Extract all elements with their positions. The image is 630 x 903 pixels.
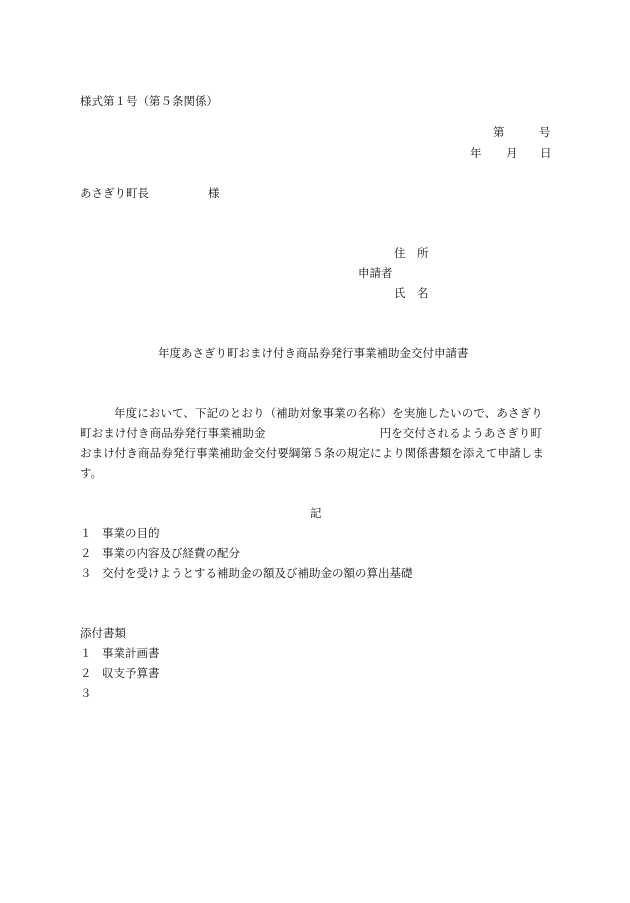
ki-heading: 記 — [310, 506, 322, 520]
list-item: ２ 事業の内容及び経費の配分 — [80, 546, 240, 560]
body-part2: 円を交付されるようあさぎり町おまけ付き商品券発行事業補助金交付要綱第５条の規定により関係書類を添えて申請します。 — [80, 426, 544, 480]
attachments-label: 添付書類 — [80, 626, 126, 640]
addressee-name: あさぎり町長 — [80, 186, 149, 200]
doc-number-dai: 第 — [493, 125, 505, 139]
attachment-item: １ 事業計画書 — [80, 646, 160, 660]
attachment-item: ３ — [80, 686, 92, 700]
date-year: 年 — [470, 146, 482, 160]
addressee-honorific: 様 — [208, 186, 220, 200]
list-item: １ 事業の目的 — [80, 526, 160, 540]
form-label: 様式第１号（第５条関係） — [80, 94, 218, 108]
list-item: ３ 交付を受けようとする補助金の額及び補助金の額の算出基礎 — [80, 566, 413, 580]
doc-number-go: 号 — [539, 125, 551, 139]
date-day: 日 — [540, 146, 552, 160]
body-paragraph — [80, 403, 546, 483]
date-month: 月 — [506, 146, 518, 160]
applicant-address-label: 住 所 — [394, 246, 429, 260]
attachment-item: ２ 収支予算書 — [80, 666, 160, 680]
body-part1: 年度において、下記のとおり（補助対象事業の名称）を実施したいので、あさぎり町おまけ付き商品券発行事業補助金 — [80, 406, 543, 440]
document-title: 年度あさぎり町おまけ付き商品券発行事業補助金交付申請書 — [158, 346, 469, 360]
applicant-name-label: 氏 名 — [394, 286, 429, 300]
applicant-label: 申請者 — [358, 266, 393, 280]
